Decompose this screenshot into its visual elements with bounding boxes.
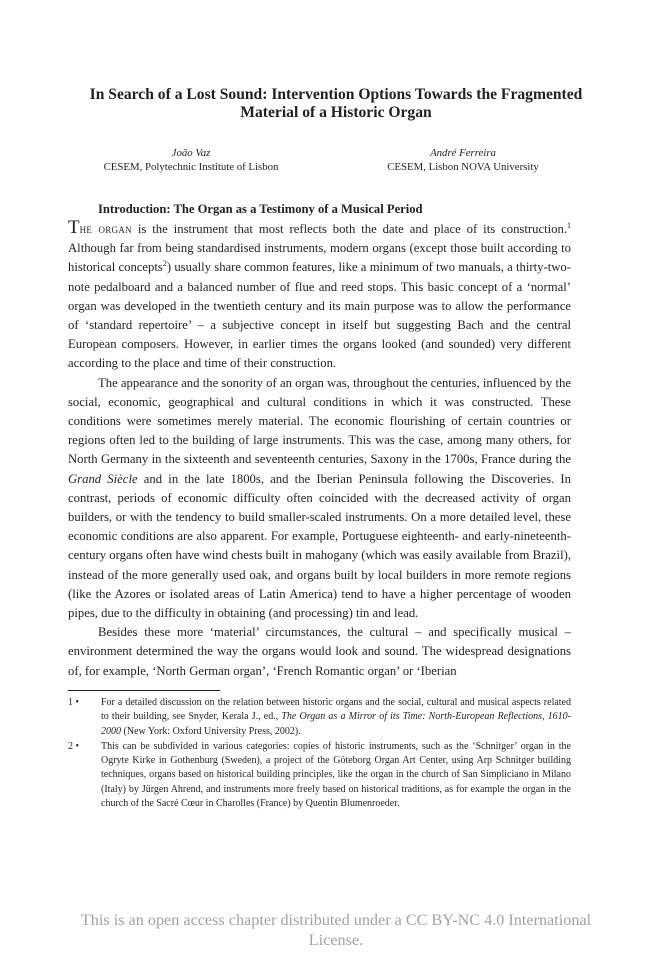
footnote-text: (New York: Oxford University Press, 2002).	[121, 725, 301, 737]
paragraph-text: is the instrument that most reflects both the date and place of its construction.	[131, 222, 567, 236]
paragraph-text: Although far from being standardised instruments, modern organs (except those built according to historical concepts	[68, 241, 571, 275]
body-text	[68, 217, 571, 681]
author-name: André Ferreira	[430, 147, 496, 159]
author-affiliation: CESEM, Lisbon NOVA University	[387, 161, 539, 173]
license-line2: License.	[308, 931, 364, 949]
footnote-ref[interactable]: 1	[567, 220, 571, 230]
footnotes	[68, 696, 571, 812]
footnote-mark: 2 •	[68, 740, 80, 752]
footnote-text: This can be subdivided in various categories: copies of historic instruments, such as the ‘Schnitger’ organ in the Ogryte Kirke in Gothenburg (Sweden), a project of the Göteborg Organ Art Center, using Arp Schnitger building techniques, organs based on historical building principles, like the organ in the church of San Simpliciano in Milano (Italy) by Jürgen Ahrend, and instruments more freely based on historical traditions, as for example the organ in the church of the Sacré Cœur in Charolles (France) by Quentin Blumenroeder.	[101, 740, 571, 810]
author-1	[46, 146, 336, 174]
footnote-2	[68, 740, 571, 811]
paragraph-text: Besides these more ‘material’ circumstances, the cultural – and specifically musical – environment determined the way the organs would look and sound. The widespread designations of, for example, ‘North German organ’, ‘French Romantic organ’ or ‘Iberian	[68, 625, 571, 678]
paragraph-3	[68, 623, 571, 681]
author-name: João Vaz	[171, 147, 211, 159]
paragraph-1	[68, 217, 571, 374]
chapter-title	[60, 86, 612, 122]
paragraph-text: ) usually share common features, like a minimum of two manuals, a thirty-two-note pedalboard and a balanced number of flue and reed stops. This basic concept of a ‘normal’ organ was developed in the twentieth century and its main purpose was to allow the performance of ‘standard repertoire’ – a subjective concept in itself but suggesting Bach and the central European composers. However, in earlier times the organs looked (and sounded) very different according to the place and time of their construction.	[68, 260, 571, 371]
footnote-1	[68, 696, 571, 739]
paragraph-text: and in the late 1800s, and the Iberian Peninsula following the Discoveries. In contrast, periods of economic difficulty often coincided with the decreased activity of organ builders, or with the tendency to build smaller-scaled instruments. On a more detailed level, these economic conditions are also apparent. For example, Portuguese eighteenth- and early-nineteenth-century organs often have wind chests built in mahogany (which was easily available from Brazil), instead of the more generally used oak, and organs built by local builders in more remote regions (like the Azores or isolated areas of Latin America) tend to have a higher percentage of wooden pipes, due to the difficulty in obtaining (and processing) tin and lead.	[68, 471, 571, 621]
footnote-divider	[68, 690, 220, 691]
footnote-text: For a detailed discussion on the relation between historic organs and the social, cultural and musical aspects related to their building, see Snyder, Kerala J., ed.,	[101, 697, 571, 723]
opening-small-caps: he organ	[79, 222, 132, 236]
paragraph-text: The appearance and the sonority of an organ was, throughout the centuries, influenced by the social, economic, geographical and cultural conditions in which it was constructed. These conditions were sometimes merely material. The economic flourishing of certain countries or regions often led to the building of large instruments. This was the case, among many others, for North Germany in the sixteenth and seventeenth centuries, Saxony in the 1700s, France during the	[68, 375, 571, 467]
section-heading: Introduction: The Organ as a Testimony of a Musical Period	[98, 202, 423, 216]
footnote-italic: The Organ as a Mirror of its Time: North-European Reflections, 1610-2000	[101, 711, 571, 737]
drop-cap: T	[68, 217, 80, 238]
license-line1: This is an open access chapter distributed under a CC BY-NC 4.0 International	[80, 911, 592, 929]
chapter-title-line2: Material of a Historic Organ	[240, 104, 432, 121]
footnote-mark: 1 •	[68, 697, 80, 708]
author-affiliation: CESEM, Polytechnic Institute of Lisbon	[103, 161, 279, 173]
chapter-title-line1: In Search of a Lost Sound: Intervention Options Towards the Fragmented	[89, 86, 583, 103]
paragraph-2	[68, 374, 571, 624]
italic-term: Grand Siècle	[68, 471, 138, 486]
author-2	[318, 146, 608, 174]
license-notice	[40, 910, 632, 950]
footnote-ref[interactable]: 2	[162, 259, 167, 269]
